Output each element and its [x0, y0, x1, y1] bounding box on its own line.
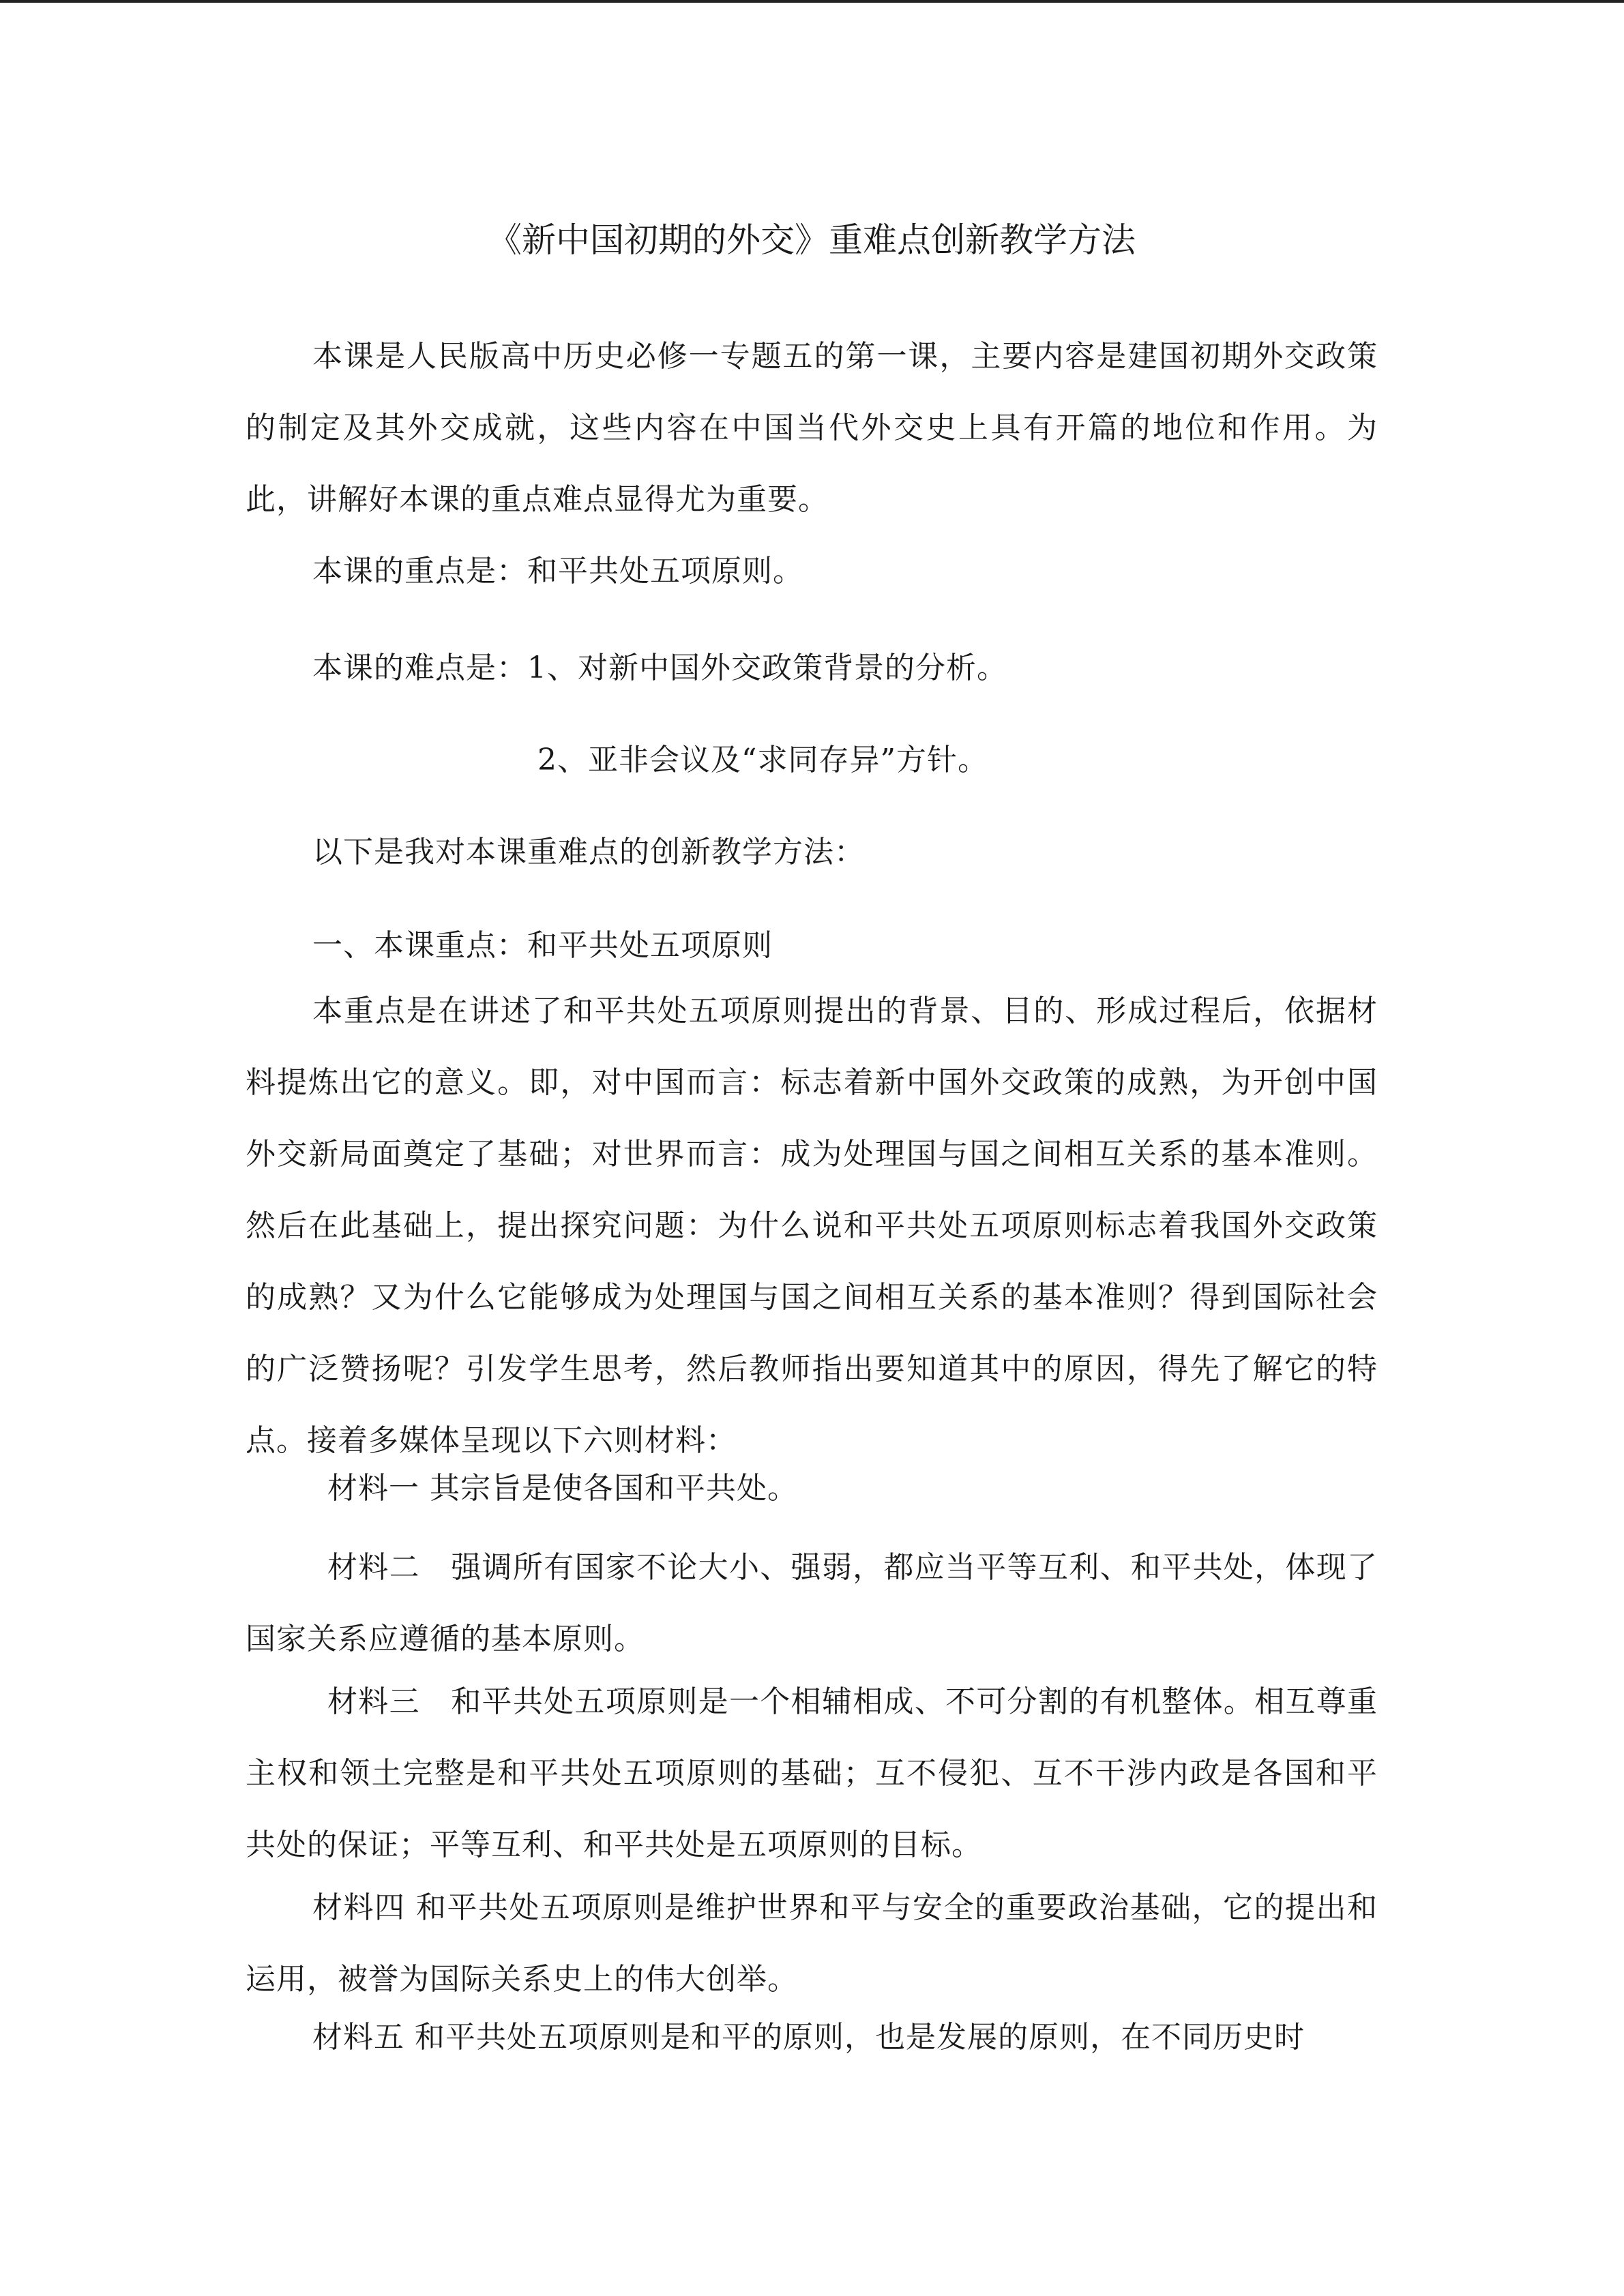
paragraph-material-3: 材料三 和平共处五项原则是一个相辅相成、不可分割的有机整体。相互尊重主权和领土完整是和平共处五项原则的基础；互不侵犯、互不干涉内政是各国和平共处的保证；平等互利、和平共处是五项原则的目标。 [246, 1684, 1378, 1862]
paragraph-section-1-body: 本重点是在讲述了和平共处五项原则提出的背景、目的、形成过程后，依据材料提炼出它的意义。即，对中国而言：标志着新中国外交政策的成熟，为开创中国外交新局面奠定了基础；对世界而言：成为处理国与国之间相互关系的基本准则。然后在此基础上，提出探究问题：为什么说和平共处五项原则标志着我国外交政策的成熟？又为什么它能够成为处理国与国之间相互关系的基本准则？得到国际社会的广泛赞扬呢？引发学生思考，然后教师指出要知道其中的原因，得先了解它的特点。接着多媒体呈现以下六则材料： [246, 994, 1378, 1458]
paragraph-difficulty-2: 2、亚非会议及“求同存异”方针。 [537, 743, 988, 777]
paragraph-intro: 本课是人民版高中历史必修一专题五的第一课，主要内容是建国初期外交政策的制定及其外交成就，这些内容在中国当代外交史上具有开篇的地位和作用。为此，讲解好本课的重点难点显得尤为重要。 [246, 339, 1378, 517]
page-top-border [0, 0, 1624, 3]
section-1-heading: 一、本课重点：和平共处五项原则 [312, 928, 773, 963]
paragraph-methods-intro: 以下是我对本课重难点的创新教学方法： [312, 835, 865, 869]
paragraph-material-4: 材料四 和平共处五项原则是维护世界和平与安全的重要政治基础，它的提出和运用，被誉为国际关系史上的伟大创举。 [246, 1890, 1378, 1997]
document-title: 《新中国初期的外交》重难点创新教学方法 [488, 220, 1136, 260]
paragraph-material-1: 材料一 其宗旨是使各国和平共处。 [327, 1471, 798, 1506]
paragraph-key-point: 本课的重点是：和平共处五项原则。 [312, 554, 803, 588]
paragraph-material-2: 材料二 强调所有国家不论大小、强弱，都应当平等互利、和平共处，体现了国家关系应遵循的基本原则。 [246, 1550, 1378, 1656]
paragraph-material-5: 材料五 和平共处五项原则是和平的原则，也是发展的原则，在不同历史时 [312, 2020, 1305, 2055]
paragraph-difficulty-1: 本课的难点是：1、对新中国外交政策背景的分析。 [312, 651, 1007, 685]
